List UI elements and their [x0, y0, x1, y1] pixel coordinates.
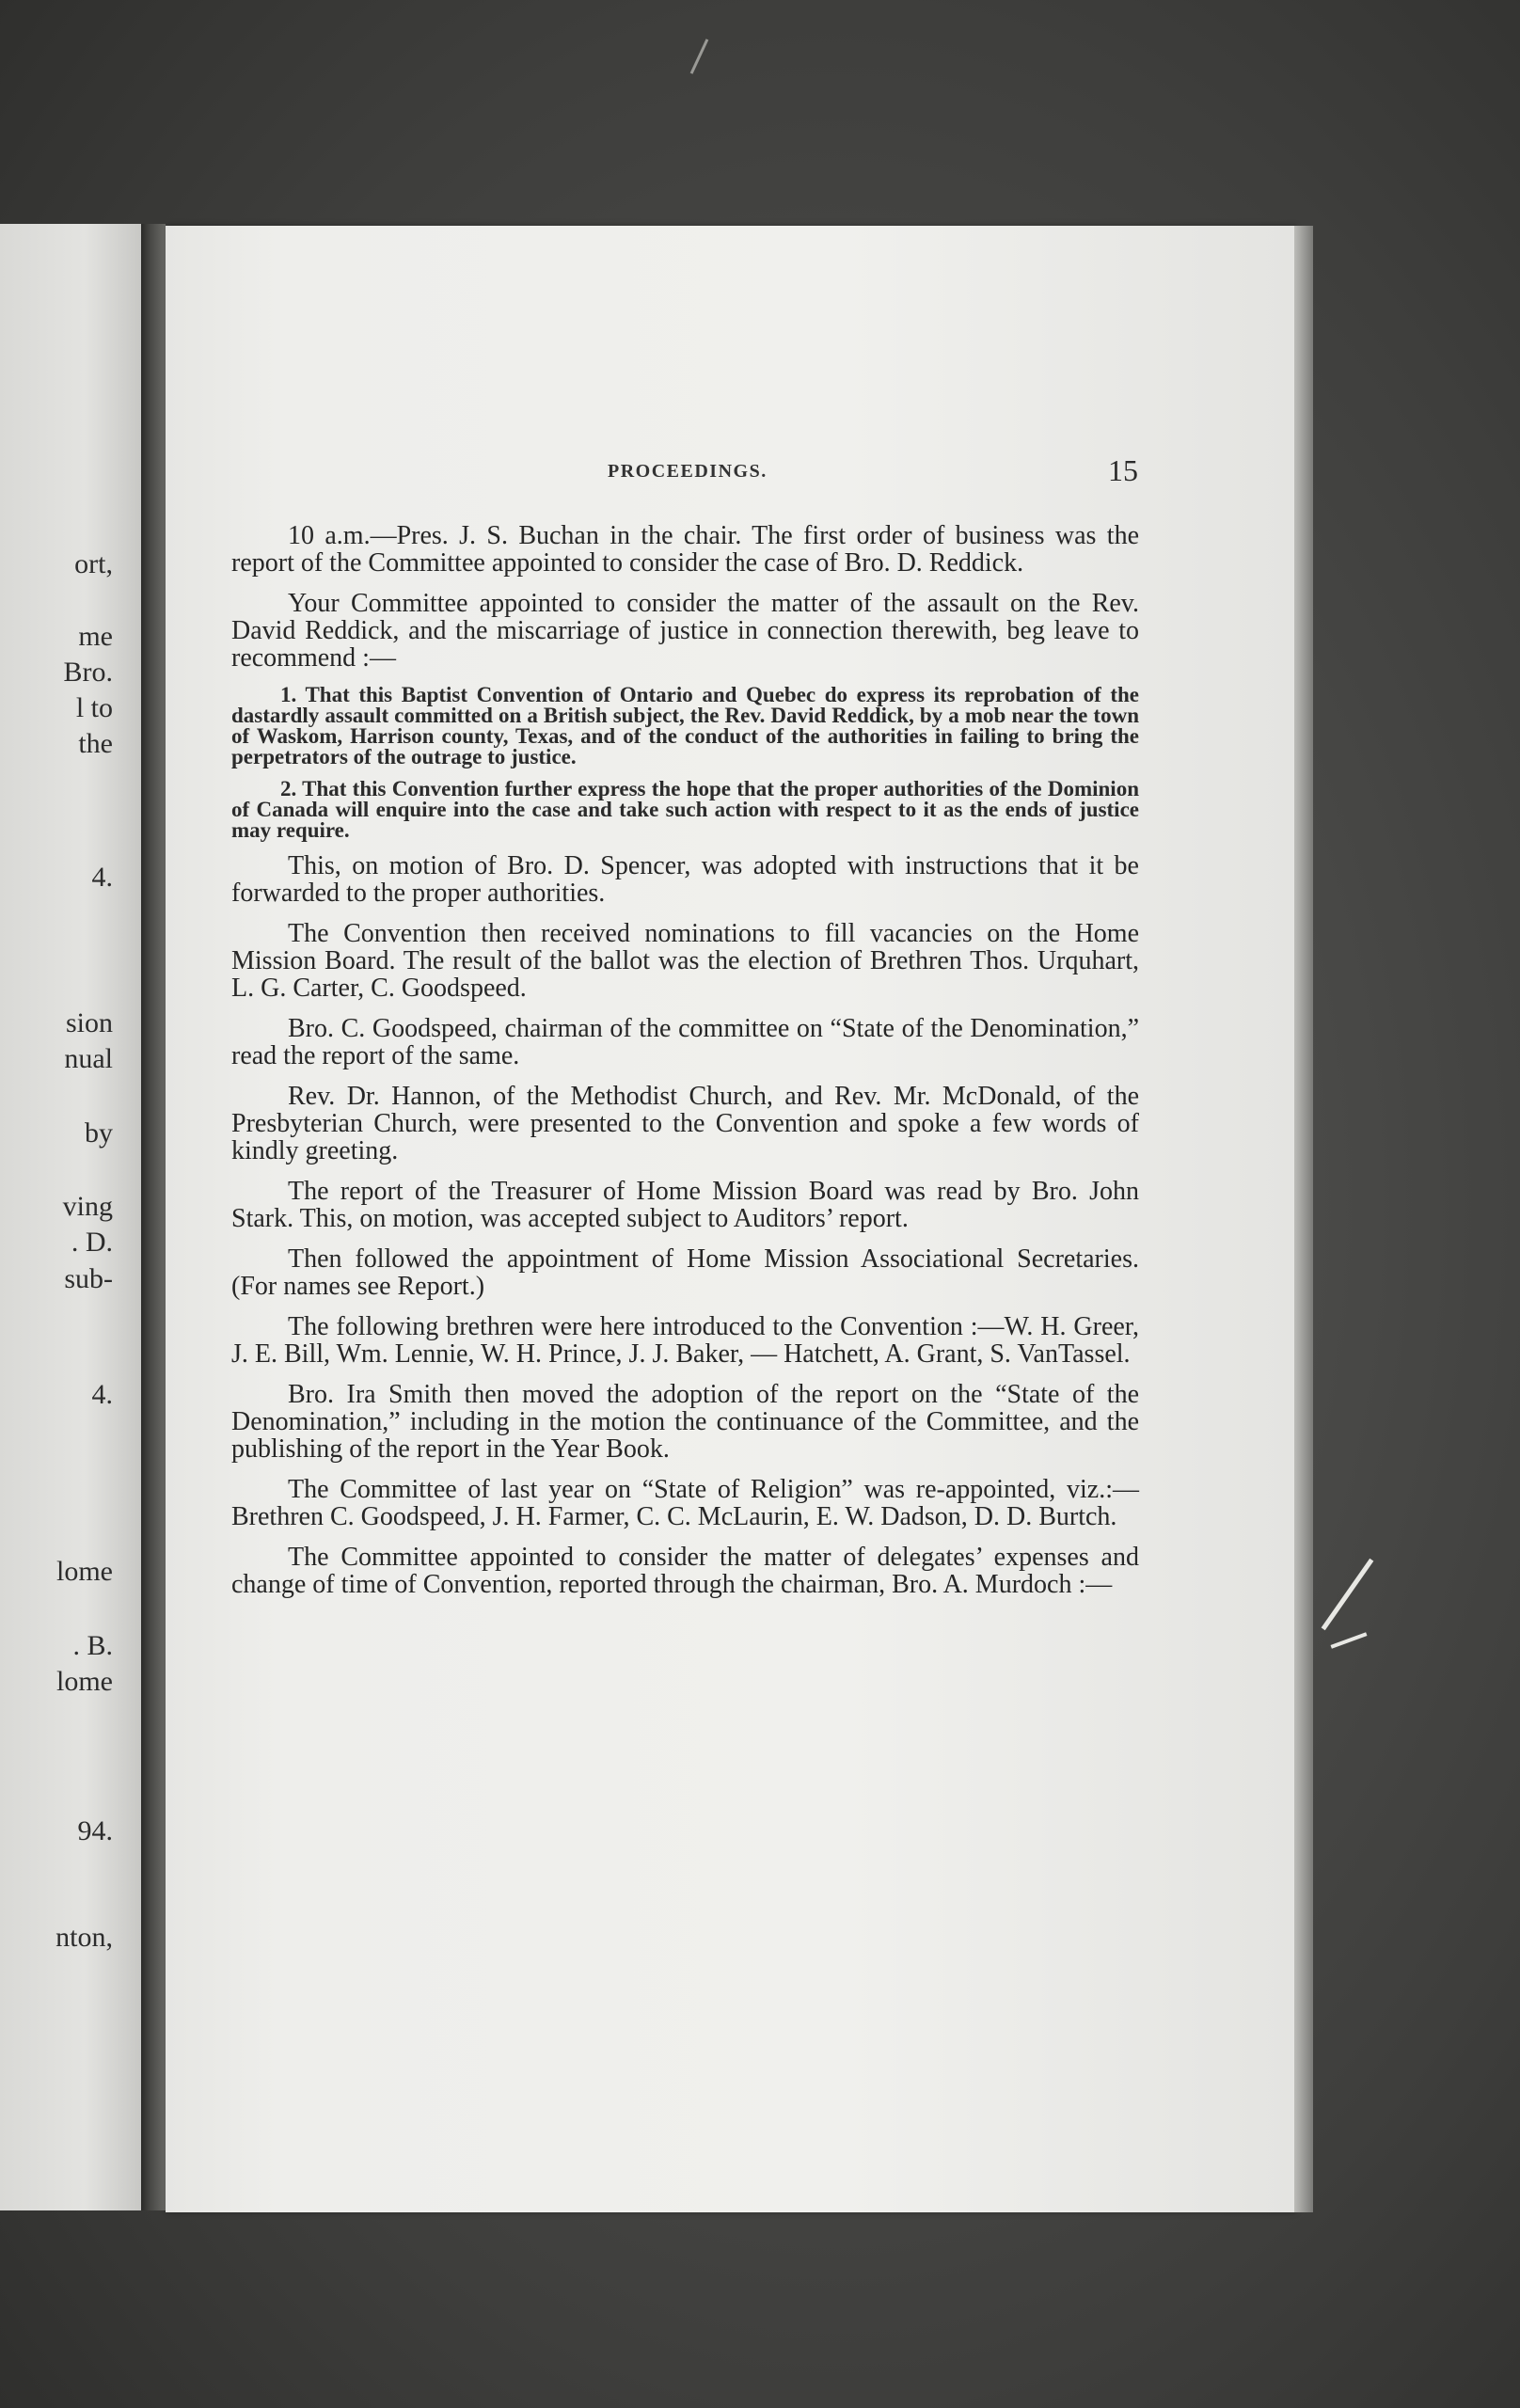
left-fragment: ort,: [74, 548, 113, 579]
body-paragraph: The report of the Treasurer of Home Mission Board was read by Bro. John Stark. This, on motion, was accepted subject to Auditors’ report.: [231, 1177, 1139, 1233]
left-fragment: by: [85, 1117, 113, 1149]
body-paragraph: The Committee appointed to consider the matter of delegates’ expenses and change of time of Convention, reported through the chairman, Bro. A. Murdoch :—: [231, 1543, 1139, 1599]
body-paragraph: The following brethren were here introduced to the Convention :—W. H. Greer, J. E. Bill, Wm. Lennie, W. H. Prince, J. J. Baker, — Hatchett, A. Grant, S. VanTassel.: [231, 1312, 1139, 1369]
left-fragment: sub-: [64, 1263, 113, 1294]
body-paragraph: This, on motion of Bro. D. Spencer, was adopted with instructions that it be forwarded to the proper authorities.: [231, 851, 1139, 908]
page-body: [231, 522, 1139, 1611]
scan-scratch: [1331, 1632, 1368, 1648]
left-fragment: . D.: [71, 1227, 113, 1258]
left-fragment: me: [78, 621, 113, 652]
left-fragment: nton,: [55, 1922, 113, 1953]
body-paragraph: Your Committee appointed to consider the matter of the assault on the Rev. David Reddick, and the miscarriage of justice in connection therewith, beg leave to recommend :—: [231, 589, 1139, 673]
left-fragment: lome: [56, 1666, 113, 1697]
left-fragment: nual: [64, 1043, 113, 1074]
left-fragment: Bro.: [63, 657, 113, 688]
book-gutter: [141, 224, 166, 2210]
body-paragraph: 10 a.m.—Pres. J. S. Buchan in the chair. The first order of business was the report of the Committee appointed to consider the case of Bro. D. Reddick.: [231, 521, 1139, 578]
book-page: [166, 226, 1294, 2212]
left-fragment: the: [78, 728, 113, 759]
body-paragraph: The Convention then received nominations to fill vacancies on the Home Mission Board. The result of the ballot was the election of Brethren Thos. Urquhart, L. G. Carter, C. Goodspeed.: [231, 919, 1139, 1003]
running-head: [166, 453, 1294, 499]
left-fragment: ving: [62, 1191, 113, 1222]
left-fragment: 4.: [91, 1379, 113, 1410]
left-fragment: sion: [65, 1007, 113, 1038]
scan-scratch: [1322, 1559, 1374, 1631]
page-edge: [1294, 226, 1313, 2212]
body-paragraph: Bro. C. Goodspeed, chairman of the committee on “State of the Denomination,” read the report of the same.: [231, 1014, 1139, 1070]
left-facing-page: [0, 224, 141, 2210]
page-number: 15: [1108, 453, 1138, 487]
left-page-text-fragments: [0, 224, 141, 2210]
resolution-paragraph: 2. That this Convention further express the hope that the proper authorities of the Dominion of Canada will enquire into the case and take such action with respect to it as the ends of justice may require.: [231, 777, 1139, 842]
body-paragraph: Then followed the appointment of Home Mission Associational Secretaries. (For names see Report.): [231, 1244, 1139, 1301]
body-paragraph: The Committee of last year on “State of Religion” was re-appointed, viz.:—Brethren C. Goodspeed, J. H. Farmer, C. C. McLaurin, E. W. Dadson, D. D. Burtch.: [231, 1475, 1139, 1531]
left-fragment: 94.: [77, 1815, 113, 1846]
running-title: PROCEEDINGS.: [608, 461, 768, 482]
scan-scratch: [690, 39, 709, 74]
resolution-paragraph: 1. That this Baptist Convention of Ontario and Quebec do express its reprobation of the dastardly assault committed on a British subject, the Rev. David Reddick, by a mob near the town of Waskom, Harrison county, Texas, and of the conduct of the authorities in failing to bring the perpetrators of the outrage to justice.: [231, 683, 1139, 768]
body-paragraph: Bro. Ira Smith then moved the adoption of the report on the “State of the Denomination,” including in the motion the continuance of the Committee, and the publishing of the report in the Year Book.: [231, 1380, 1139, 1464]
left-fragment: 4.: [91, 862, 113, 893]
left-fragment: . B.: [72, 1630, 113, 1661]
body-paragraph: Rev. Dr. Hannon, of the Methodist Church, and Rev. Mr. McDonald, of the Presbyterian Church, were presented to the Convention and spoke a few words of kindly greeting.: [231, 1082, 1139, 1165]
left-fragment: l to: [75, 692, 113, 723]
left-fragment: lome: [56, 1556, 113, 1587]
